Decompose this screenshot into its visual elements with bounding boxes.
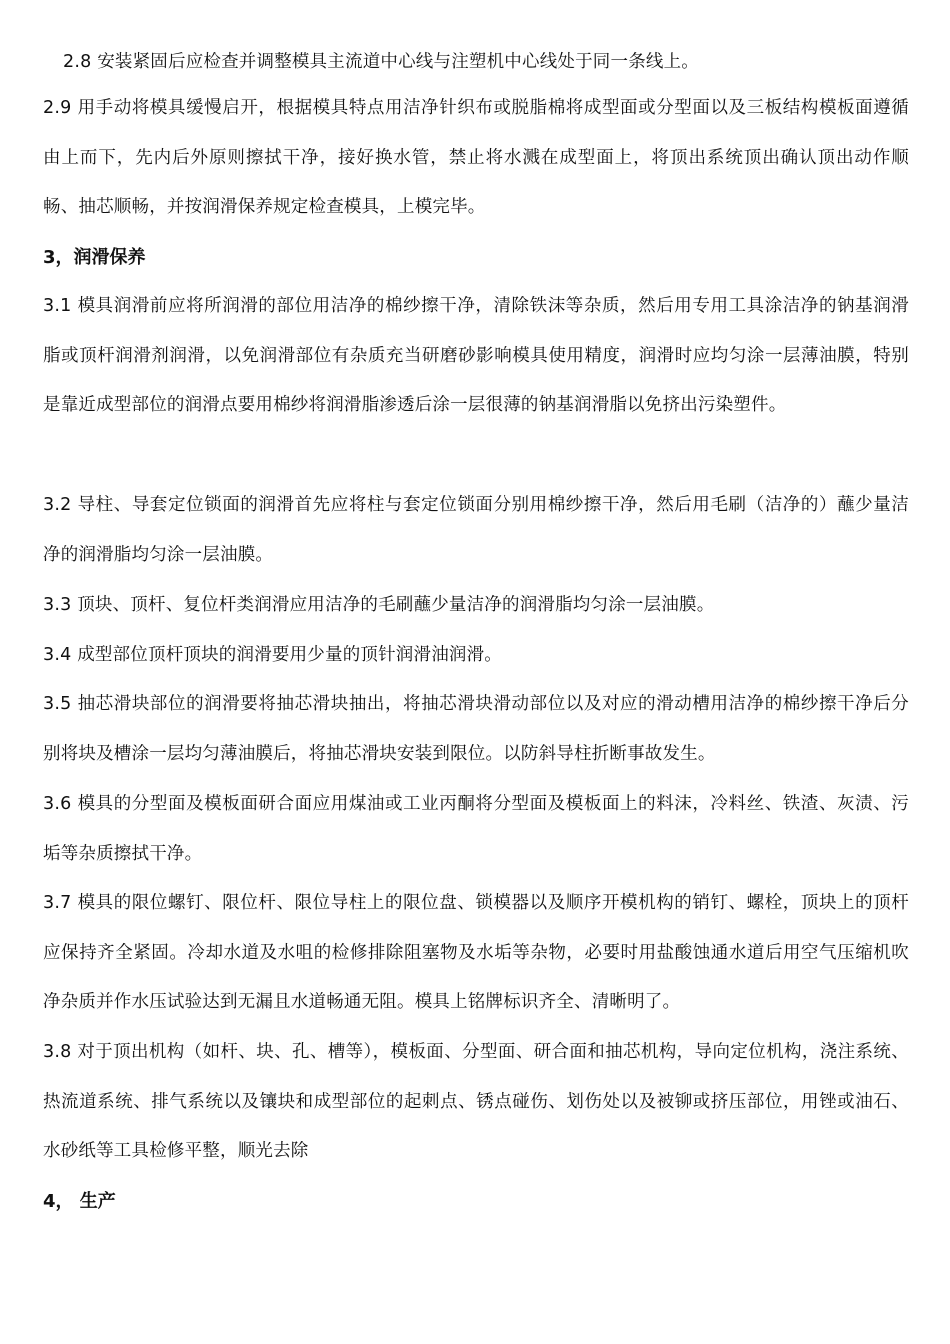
paragraph-2-9: 2.9 用手动将模具缓慢启开，根据模具特点用洁净针织布或脱脂棉将成型面或分型面以及三板结构模板面遵循由上而下，先内后外原则擦拭干净，接好换水管，禁止将水溅在成型面上，将顶出系统顶出确认顶出动作顺畅、抽芯顺畅，并按润滑保养规定检查模具，上模完毕。 (43, 98, 909, 218)
paragraph-3-7: 3.7 模具的限位螺钉、限位杆、限位导柱上的限位盘、锁模器以及顺序开模机构的销钉、螺栓，顶块上的顶杆应保持齐全紧固。冷却水道及水咀的检修排除阻塞物及水垢等杂物，必要时用盐酸蚀通水道后用空气压缩机吹净杂质并作水压试验达到无漏且水道畅通无阻。模具上铭牌标识齐全、清晰明了。 (43, 893, 909, 1013)
paragraph-3-6: 3.6 模具的分型面及模板面研合面应用煤油或工业丙酮将分型面及模板面上的料沫，冷料丝、铁渣、灰渍、污垢等杂质擦拭干净。 (43, 794, 909, 864)
paragraph-3-8: 3.8 对于顶出机构（如杆、块、孔、槽等），模板面、分型面、研合面和抽芯机构，导向定位机构，浇注系统、热流道系统、排气系统以及镶块和成型部位的起刺点、锈点碰伤、划伤处以及被铆或挤压部位，用锉或油石、水砂纸等工具检修平整，顺光去除 (43, 1042, 909, 1162)
section-heading-3: 3，润滑保养 (43, 247, 146, 268)
paragraph-3-3: 3.3 顶块、顶杆、复位杆类润滑应用洁净的毛刷蘸少量洁净的润滑脂均匀涂一层油膜。 (43, 595, 715, 615)
paragraph-3-5: 3.5 抽芯滑块部位的润滑要将抽芯滑块抽出，将抽芯滑块滑动部位以及对应的滑动槽用洁净的棉纱擦干净后分别将块及槽涂一层均匀薄油膜后，将抽芯滑块安装到限位。以防斜导柱折断事故发生。 (43, 694, 909, 764)
paragraph-3-1: 3.1 模具润滑前应将所润滑的部位用洁净的棉纱擦干净，清除铁沫等杂质，然后用专用工具涂洁净的钠基润滑脂或顶杆润滑剂润滑，以免润滑部位有杂质充当研磨砂影响模具使用精度，润滑时应均匀涂一层薄油膜，特别是靠近成型部位的润滑点要用棉纱将润滑脂渗透后涂一层很薄的钠基润滑脂以免挤出污染塑件。 (43, 296, 909, 416)
paragraph-3-2: 3.2 导柱、导套定位锁面的润滑首先应将柱与套定位锁面分别用棉纱擦干净，然后用毛刷（洁净的）蘸少量洁净的润滑脂均匀涂一层油膜。 (43, 495, 909, 565)
paragraph-3-4: 3.4 成型部位顶杆顶块的润滑要用少量的顶针润滑油润滑。 (43, 645, 502, 665)
paragraph-2-8: 2.8 安装紧固后应检查并调整模具主流道中心线与注塑机中心线处于同一条线上。 (63, 52, 699, 72)
section-heading-4: 4， 生产 (43, 1191, 116, 1212)
